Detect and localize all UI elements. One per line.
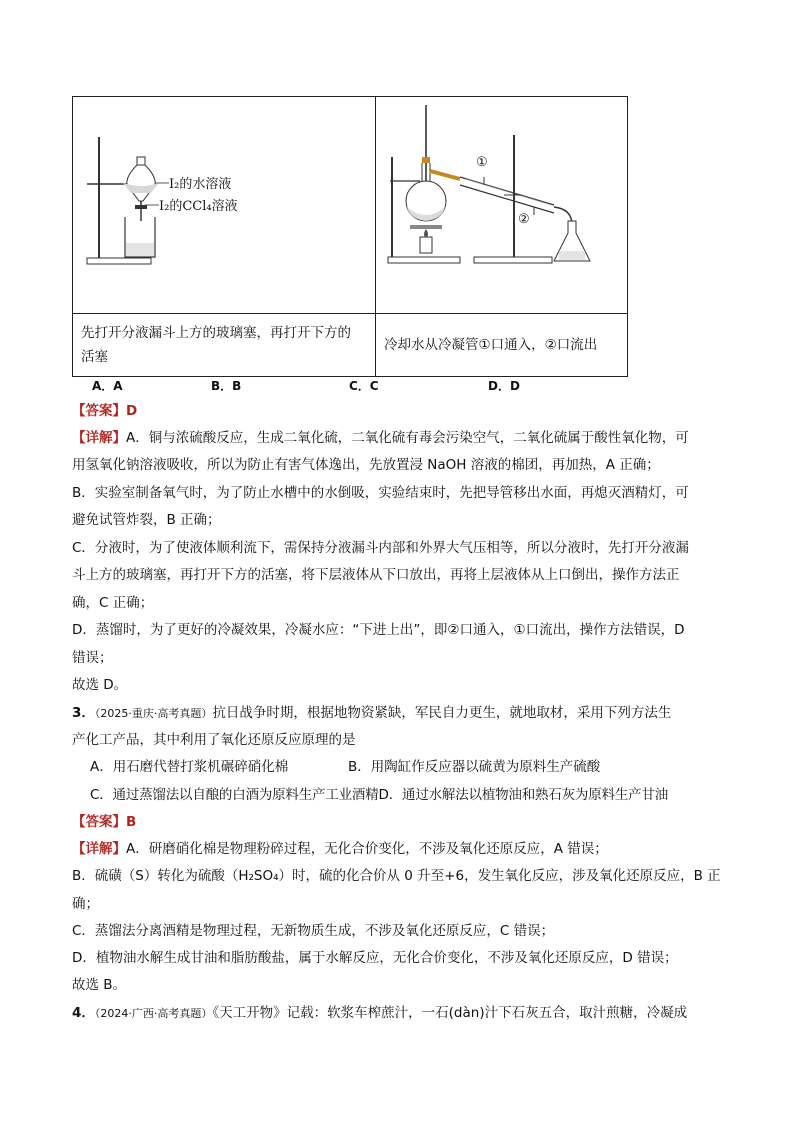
q3-options-cd — [90, 785, 668, 805]
left-caption-line2: 活塞 — [81, 349, 108, 365]
distillation-figure — [376, 97, 626, 309]
q3-detail-line: C．蒸馏法分离酒精是物理过程，无新物质生成，不涉及氧化还原反应，C 错误； — [72, 923, 555, 939]
q3-detail-line: 故选 B。 — [72, 977, 127, 993]
q2-answer — [72, 401, 137, 421]
q3-detail-line: B．硫磺（S）转化为硫酸（H₂SO₄）时，硫的化合价从 0 升至+6，发生氧化反应，涉及氧化还原反应，B 正 — [72, 868, 721, 884]
detail-tag: 【详解】 — [72, 430, 126, 446]
q2-detail-line: D．蒸馏时，为了更好的冷凝效果，冷凝水应：“下进上出”，即②口通入，①口流出，操作方法错误，D — [72, 622, 685, 638]
q2-detail-line: B．实验室制备氧气时，为了防止水槽中的水倒吸，实验结束时，先把导管移出水面，再熄灭酒精灯，可 — [72, 485, 689, 501]
question-source: （2025·重庆·高考真题） — [94, 707, 213, 720]
q3-option-b: B．用陶缸作反应器以硫黄为原料生产硫酸 — [348, 759, 601, 775]
right-caption: 冷却水从冷凝管①口通入，②口流出 — [384, 337, 598, 353]
q3-option-d: D．通过水解法以植物油和熟石灰为原料生产甘油 — [378, 787, 669, 803]
answer-value: B — [126, 814, 137, 830]
q3-option-a: A．用石磨代替打浆机碾碎硝化棉 — [90, 759, 289, 775]
q3-detail-line: 【详解】A．研磨硝化棉是物理粉碎过程，无化合价变化，不涉及氧化还原反应，A 错误； — [72, 841, 608, 857]
answer-tag: 【答案】 — [72, 403, 126, 419]
inlet-2-label: ② — [518, 212, 530, 227]
q2-detail-line: 斗上方的玻璃塞，再打开下方的活塞，将下层液体从下口放出，再将上层液体从上口倒出，操作方法正 — [72, 567, 680, 583]
i2-water-label: I₂的水溶液 — [169, 177, 232, 192]
i2-ccl4-label: I₂的CCl₄溶液 — [159, 199, 238, 214]
question-number: 3． — [72, 705, 95, 721]
right-caption-cell — [376, 314, 628, 377]
separatory-funnel-figure-cell — [73, 97, 376, 314]
apparatus-table — [72, 96, 628, 377]
q3-option-c: C．通过蒸馏法以自酿的白酒为原料生产工业酒精 — [90, 787, 379, 803]
q3-detail-line: D．植物油水解生成甘油和脂肪酸盐，属于水解反应，无化合价变化，不涉及氧化还原反应，D 错误； — [72, 950, 678, 966]
q2-detail-line: 【详解】A．铜与浓硫酸反应，生成二氧化硫，二氧化硫有毒会污染空气，二氧化硫属于酸性氧化物，可 — [72, 430, 689, 446]
q2-option-d: D．D — [488, 379, 520, 393]
distillation-figure-cell — [376, 97, 628, 314]
q3-stem-line2: 产化工产品，其中利用了氧化还原反应原理的是 — [72, 732, 356, 748]
answer-tag: 【答案】 — [72, 814, 126, 830]
q3-stem-line1: 3．（2025·重庆·高考真题）抗日战争时期，根据地物资紧缺，军民自力更生，就地取材，采用下列方法生 — [72, 705, 672, 721]
detail-tag: 【详解】 — [72, 841, 126, 857]
q2-detail-line: 用氢氧化钠溶液吸收，所以为防止有害气体逸出，先放置浸 NaOH 溶液的棉团，再加热，A 正确； — [72, 457, 660, 473]
q2-option-a: A．A — [92, 379, 123, 393]
q2-detail-line: 确，C 正确； — [72, 595, 154, 611]
left-caption-line1: 先打开分液漏斗上方的玻璃塞，再打开下方的 — [81, 325, 351, 341]
q2-detail-line: 避免试管炸裂，B 正确； — [72, 512, 221, 528]
q2-detail-line: C．分液时，为了使液体顺利流下，需保持分液漏斗内部和外界大气压相等，所以分液时，先打开分液漏 — [72, 540, 689, 556]
q4-stem: 4．（2024·广西·高考真题）《天工开物》记载：软浆车榨蔗汁，一石(dàn)汁下石灰五合，取汁煎糖，冷凝成 — [72, 1005, 688, 1021]
answer-value: D — [126, 403, 138, 419]
q2-detail-line: 故选 D。 — [72, 677, 128, 693]
q2-detail-line: 错误； — [72, 650, 113, 666]
inlet-1-label: ① — [476, 155, 488, 170]
q3-answer — [72, 812, 136, 832]
q3-detail-line: 确； — [72, 896, 99, 912]
left-caption-cell — [73, 314, 376, 377]
separatory-funnel-figure — [73, 97, 373, 309]
q2-option-c: C．C — [349, 379, 379, 393]
question-number: 4． — [72, 1005, 95, 1021]
question-source: （2024·广西·高考真题） — [94, 1007, 213, 1020]
q2-option-b: B．B — [211, 379, 242, 393]
